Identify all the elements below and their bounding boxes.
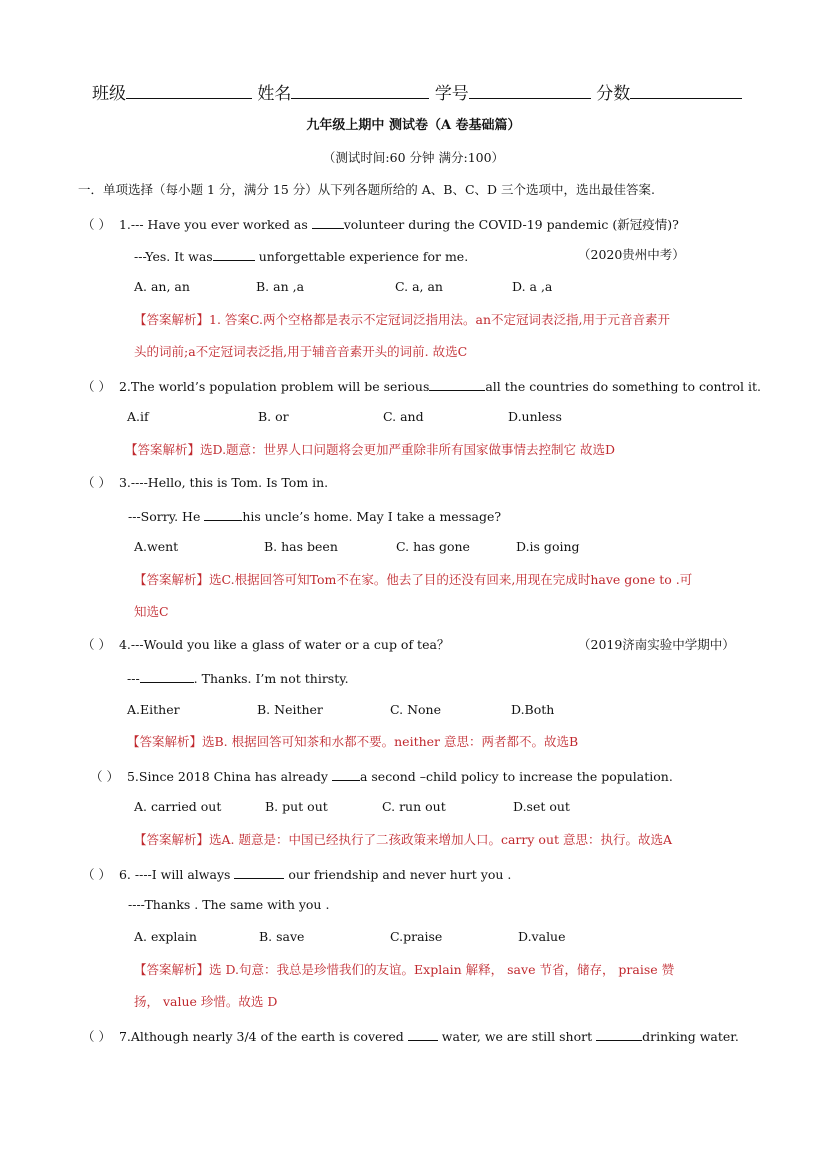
q4-answer-line1: 【答案解析】选B. 根据回答可知茶和水都不要。neither 意思：两者都不。故选B (127, 734, 579, 749)
q6-option-d: D.value (518, 929, 566, 944)
blank (312, 215, 344, 229)
q1-option-d: D. a ,a (512, 279, 553, 294)
q5-option-b: B. put out (265, 799, 328, 814)
q4-option-d: D.Both (511, 702, 555, 717)
q3-option-a: A.went (134, 539, 179, 554)
q5-answer-line1: 【答案解析】选A. 题意是：中国已经执行了二孩政策来增加人口。carry out 意思：执行。故选A (134, 832, 673, 847)
blank (234, 865, 284, 879)
q4-option-c: C. None (390, 702, 441, 717)
blank (140, 669, 194, 683)
name-blank[interactable] (291, 82, 429, 99)
q3-option-d: D.is going (516, 539, 580, 554)
answer-paren[interactable]: （ ） (82, 867, 111, 882)
question-7-stem: （ ） 7.Although nearly 3/4 of the earth is covered water, we are still short drinking water. (82, 1029, 739, 1044)
q5-option-d: D.set out (513, 799, 570, 814)
q2-answer-line1: 【答案解析】选D.题意：世界人口问题将会更加严重除非所有国家做事情去控制它 故选D (125, 442, 616, 457)
question-1-source: （2020贵州中考） (578, 247, 685, 262)
blank (213, 247, 255, 261)
q6-answer-line1: 【答案解析】选 D.句意：我总是珍惜我们的友谊。Explain 解释， save 节省，储存， praise 赞 (134, 962, 675, 977)
blank (429, 377, 485, 391)
question-4-stem: （ ） 4.---Would you like a glass of water or a cup of tea？ (82, 637, 450, 652)
q1-option-c: C. a, an (395, 279, 443, 294)
q4-option-b: B. Neither (257, 702, 323, 717)
class-label: 班级 (92, 84, 126, 104)
blank (204, 507, 242, 521)
student-id-label: 学号 (434, 84, 469, 104)
question-5-stem: （ ） 5.Since 2018 China has already a second –child policy to increase the population. (90, 769, 673, 784)
class-blank[interactable] (126, 82, 252, 99)
answer-paren[interactable]: （ ） (82, 217, 111, 232)
question-3-line2: ---Sorry. He his uncle’s home. May I take a message? (128, 509, 502, 524)
q6-option-a: A. explain (134, 929, 197, 944)
q1-option-b: B. an ,a (256, 279, 305, 294)
q6-answer-line2: 扬， value 珍惜。故选 D (134, 994, 278, 1009)
page-title: 九年级上期中 测试卷（A 卷基础篇） (306, 118, 521, 133)
name-label: 姓名 (257, 84, 292, 104)
answer-paren[interactable]: （ ） (82, 1029, 111, 1044)
question-2-stem: （ ） 2.The world’s population problem will be serious all the countries do something to control it. (82, 379, 762, 394)
q2-option-b: B. or (258, 409, 289, 424)
question-4-source: （2019济南实验中学期中） (578, 637, 735, 652)
q1-option-a: A. an, an (134, 279, 190, 294)
q3-answer-line1: 【答案解析】选C.根据回答可知Tom不在家。他去了目的还没有回来,用现在完成时have gone to .可 (134, 572, 693, 587)
q1-answer-line2: 头的词前;a不定冠词表泛指,用于辅音音素开头的词前. 故选C (134, 344, 468, 359)
q5-option-c: C. run out (382, 799, 446, 814)
question-3-stem: （ ） 3.----Hello, this is Tom. Is Tom in. (82, 475, 329, 490)
q6-option-c: C.praise (390, 929, 443, 944)
answer-paren[interactable]: （ ） (82, 475, 111, 490)
q1-answer-line1: 【答案解析】1. 答案C.两个空格都是表示不定冠词泛指用法。an不定冠词表泛指,用于元音音素开 (134, 312, 670, 327)
answer-paren[interactable]: （ ） (90, 769, 119, 784)
score-blank[interactable] (630, 82, 742, 99)
q2-option-c: C. and (383, 409, 424, 424)
blank (596, 1027, 642, 1041)
q6-option-b: B. save (259, 929, 305, 944)
blank (332, 767, 360, 781)
student-info-line (92, 82, 742, 102)
score-label: 分数 (596, 84, 631, 104)
q4-option-a: A.Either (127, 702, 180, 717)
question-6-stem: （ ） 6. ----I will always our friendship and never hurt you . (82, 867, 512, 882)
question-6-line2: ----Thanks . The same with you . (128, 897, 330, 912)
section-heading: 一．单项选择（每小题 1 分，满分 15 分）从下列各题所给的 A、B、C、D 三个选项中，选出最佳答案. (78, 182, 655, 197)
q2-option-d: D.unless (508, 409, 562, 424)
page-subtitle: （测试时间:60 分钟 满分:100） (322, 150, 505, 165)
question-4-line2: --- . Thanks. I’m not thirsty. (127, 671, 349, 686)
q5-option-a: A. carried out (134, 799, 222, 814)
student-id-blank[interactable] (469, 82, 591, 99)
blank (408, 1027, 438, 1041)
question-1-stem: （ ） 1.--- Have you ever worked as volunteer during the COVID-19 pandemic (新冠疫情)? (82, 217, 679, 232)
answer-paren[interactable]: （ ） (82, 637, 111, 652)
question-1-line2: ---Yes. It was unforgettable experience for me. (134, 249, 469, 264)
q2-option-a: A.if (127, 409, 149, 424)
answer-paren[interactable]: （ ） (82, 379, 111, 394)
q3-answer-line2: 知选C (134, 604, 169, 619)
q3-option-b: B. has been (264, 539, 338, 554)
q3-option-c: C. has gone (396, 539, 470, 554)
